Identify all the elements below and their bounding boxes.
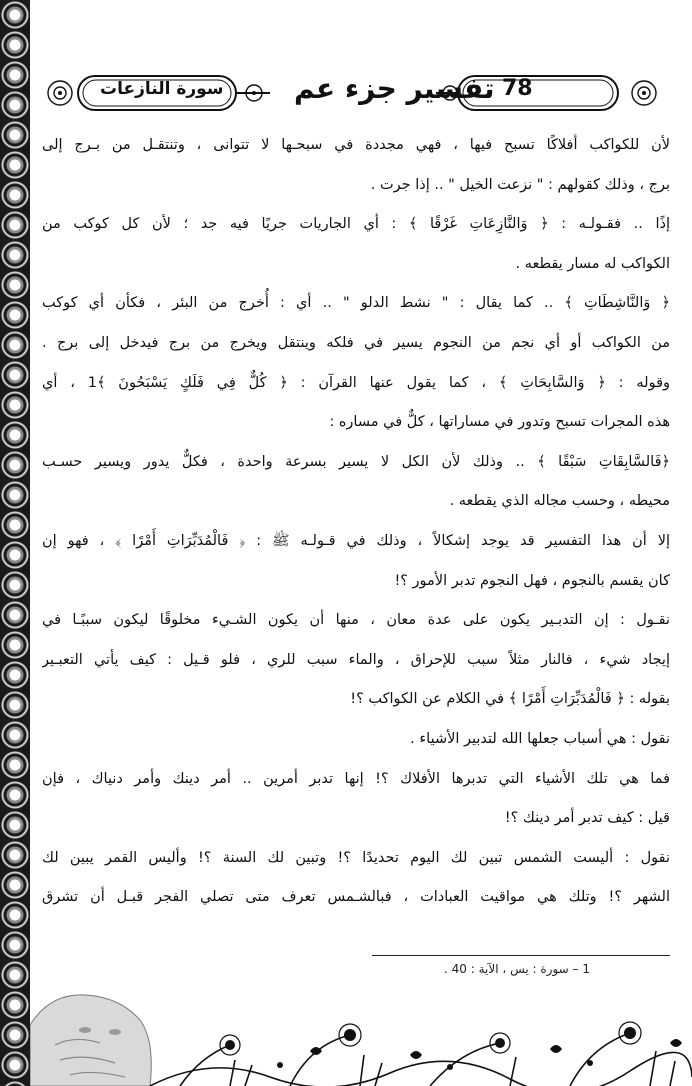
book-title: تفسير جزء عم	[294, 72, 495, 105]
body-text	[42, 126, 670, 918]
body-line: نقـول : إن التدبـير يكون على عدة معان ، منها أن يكون الشـيء مخلوقًا ليكون سببًـا في	[42, 612, 670, 629]
body-line: كان يقسم بالنجوم ، فهل النجوم تدبر الأمور ؟!	[394, 572, 670, 589]
body-line: من الكواكب أو أي نجم من النجوم يسير في فلكه وينتقل ويخرج من برج فيدخل إلى برج .	[42, 334, 670, 351]
page-header	[38, 68, 668, 118]
body-line: ﴿فَالسَّابِقَاتِ سَبْقًا ﴾ .. وذلك لأن الكل لا يسير بسرعة واحدة ، فكلٌّ يدور ويسير حسـب	[42, 453, 670, 470]
body-line: إيجاد شيء ، فالنار مثلاً سبب للإحراق ، والماء سبب للري ، فلو قـيل : كيف يأتي التعبـير	[42, 651, 670, 668]
body-line: ﴿ وَالنَّاشِطَاتِ ﴾ .. كما يقال : " نشط الدلو " .. أي : أُخرج من البئر ، فكأن أي كوكب	[42, 295, 670, 312]
body-line: نقول : هي أسباب جعلها الله لتدبير الأشياء .	[410, 730, 670, 747]
body-line: بقوله : ﴿ فَالْمُدَبِّرَاتِ أَمْرًا ﴾ في الكلام عن الكواكب ؟!	[350, 691, 670, 708]
body-line: الشهر ؟! وتلك هي مواقيت العبادات ، فبالشـمس تعرف متى تصلي الفجر قبـل أن تشرق	[42, 889, 670, 906]
body-line: إذًا .. فقـولـه : ﴿ وَالنَّازِعَاتِ غَرْقًا ﴾ : أي الجاريات جريًا فيه جد ؛ لأن كل كوكب من	[42, 216, 670, 233]
body-line: وقوله : ﴿ وَالسَّابِحَاتِ ﴾ ، كما يقول عنها القرآن : ﴿ كُلٌّ فِي فَلَكٍ يَسْبَحُونَ ﴾1 ، أي	[42, 374, 670, 391]
page-number: 78	[502, 76, 533, 101]
footnote-divider	[372, 955, 670, 956]
body-line: إلا أن هذا التفسير قد يوجد إشكالاً ، وذلك في قـولـه ﷺ : ﴿ فَالْمُدَبِّرَاتِ أَمْرًا ﴾ ، فهو إن	[42, 532, 670, 549]
ornamental-border	[0, 0, 30, 1086]
body-line: نقول : أليست الشمس تبين لك اليوم تحديدًا ؟! وتبين لك السنة ؟! وأليس القمر يبين لك	[42, 849, 670, 866]
body-line: محيطه ، وحسب مجاله الذي يقطعه .	[449, 493, 670, 510]
body-line: برج ، وذلك كقولهم : " نزعت الخيل " .. إذا جرت .	[370, 176, 670, 193]
surah-name: سورة النازعات	[100, 79, 224, 99]
body-line: فما هي تلك الأشياء التي تدبرها الأفلاك ؟! إنها تدبر أمرين .. أمر دينك وأمر دنياك ، فإن	[42, 770, 670, 787]
decorative-floral-art	[30, 985, 692, 1086]
body-line: هذه المجرات تسبح وتدور في مساراتها ، كلٌّ في مساره :	[329, 414, 670, 431]
body-line: لأن للكواكب أفلاكًا تسبح فيها ، فهي مجددة في سبحـها لا تتوانى ، وتنتقـل من بـرج إلى	[42, 137, 670, 153]
footnote: 1 – سورة : يس ، الآية : 40 .	[444, 962, 590, 976]
body-line: الكواكب له مسار يقطعه .	[515, 255, 670, 272]
body-line: قيل : كيف تدبر أمر دينك ؟!	[504, 810, 670, 827]
